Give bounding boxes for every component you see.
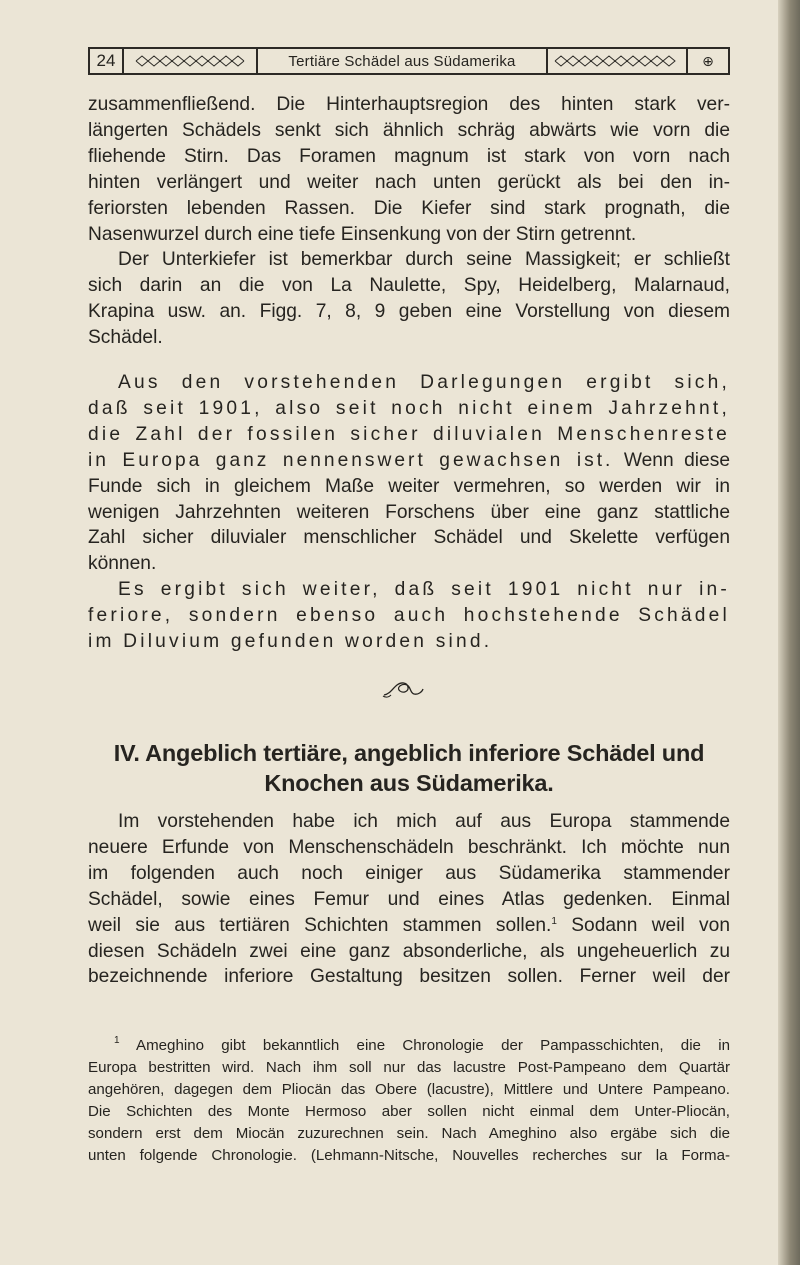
spaced-text-line: im Diluvium gefunden worden sind. — [88, 631, 493, 653]
plain-text: weil sie aus tertiären Schichten stammen sollen. — [88, 914, 552, 936]
spaced-text-line: Aus den vorstehenden Darlegungen ergibt sich, — [118, 372, 730, 393]
text-line: bezeichnende inferiore Gestaltung besitzen sollen. Ferner weil der — [88, 966, 730, 988]
body-text — [88, 92, 730, 351]
text-line: können. — [88, 553, 157, 575]
heading-line: Knochen aus Südamerika. — [264, 770, 554, 796]
text-line: sich darin an die von La Naulette, Spy, Heidelberg, Malarnaud, — [88, 275, 730, 297]
text-line — [88, 913, 730, 939]
footnote-line: sondern erst dem Miocän zuzurechnen sein. Nach Ameghino also ergäbe sich die — [88, 1124, 730, 1142]
text-line: diesen Schädeln zwei eine ganz absonderliche, als ungeheuerlich zu — [88, 940, 730, 962]
header-mark-symbol: ⊕ — [702, 52, 714, 69]
footnote-reference: 1 — [551, 915, 557, 927]
text-line: Schädel, sowie eines Femur und eines Atlas gedenken. Einmal — [88, 888, 730, 910]
footnote-line: angehören, dagegen dem Pliocän das Obere (lacustre), Mittlere und Untere Pampeano. — [88, 1080, 730, 1098]
plain-text: Wenn diese — [613, 449, 730, 471]
header-ornament-right — [548, 49, 688, 73]
fleuron-ornament — [380, 678, 426, 700]
plain-text: Ameghino gibt bekanntlich eine Chronologie der Pampasschichten, die in — [119, 1037, 730, 1054]
text-line: neuere Erfunde von Menschenschädeln beschränkt. Ich möchte nun — [88, 836, 730, 858]
footnote — [88, 1035, 730, 1166]
text-line: im folgenden auch noch einiger aus Südamerika stammender — [88, 862, 730, 884]
heading-line: IV. Angeblich tertiäre, angeblich inferiore Schädel und — [113, 740, 705, 766]
ornament-icon — [134, 55, 246, 67]
spaced-text: in Europa ganz nennenswert gewachsen ist. — [88, 449, 614, 471]
footnote-line: Europa bestritten wird. Nach ihm soll nur das lacustre Post-Pampeano dem Quartär — [88, 1058, 730, 1076]
text-line: Der Unterkiefer ist bemerkbar durch seine Massigkeit; er schließt — [118, 249, 730, 271]
page-edge-shadow — [778, 0, 800, 1265]
text-line: Nasenwurzel durch eine tiefe Einsenkung von der Stirn getrennt. — [88, 223, 637, 245]
header-ornament-left — [124, 49, 258, 73]
spaced-text-line: feriore, sondern ebenso auch hochstehende Schädel — [88, 605, 730, 627]
text-line: hinten verlängert und weiter nach unten gerückt als bei den in- — [88, 171, 730, 193]
text-line: Zahl sicher diluvialer menschlicher Schädel und Skelette verfügen — [88, 527, 730, 549]
plain-text: Sodann weil von — [556, 914, 730, 936]
text-line: fliehende Stirn. Das Foramen magnum ist stark von vorn nach — [88, 145, 730, 167]
text-line: Krapina usw. an. Figg. 7, 8, 9 geben eine Vorstellung von diesem — [88, 301, 730, 323]
text-line: zusammenfließend. Die Hinterhauptsregion des hinten stark ver- — [88, 94, 730, 115]
page-number: 24 — [90, 49, 124, 73]
section-heading — [88, 738, 730, 798]
spaced-text-line: Es ergibt sich weiter, daß seit 1901 nicht nur in- — [118, 579, 730, 601]
text-line: wenigen Jahrzehnten weiteren Forschens über eine ganz stattliche — [88, 501, 730, 523]
body-text-spaced — [88, 370, 730, 655]
text-line: längerten Schädels senkt sich ähnlich schräg abwärts wie vorn die — [88, 119, 730, 141]
text-line: Funde sich in gleichem Maße weiter vermehren, so werden wir in — [88, 475, 730, 497]
text-line: feriorsten lebenden Rassen. Die Kiefer sind stark prognath, die — [88, 197, 730, 219]
spaced-text-line: daß seit 1901, also seit noch nicht einem Jahrzehnt, — [88, 397, 730, 419]
footnote-line: Die Schichten des Monte Hermoso aber sollen nicht einmal dem Unter-Pliocän, — [88, 1102, 730, 1120]
body-text-section — [88, 809, 730, 990]
footnote-marker: 1 — [114, 1035, 120, 1046]
spaced-text-line: die Zahl der fossilen sicher diluvialen Menschenreste — [88, 423, 730, 445]
text-line — [88, 448, 730, 474]
footnote-line — [88, 1035, 730, 1057]
running-title: Tertiäre Schädel aus Südamerika — [258, 49, 548, 73]
text-line: Im vorstehenden habe ich mich auf aus Europa stammende — [118, 811, 730, 832]
ornament-icon — [553, 55, 681, 67]
text-line: Schädel. — [88, 327, 163, 349]
footnote-line: unten folgende Chronologie. (Lehmann-Nitsche, Nouvelles recherches sur la Forma- — [88, 1146, 730, 1164]
running-header — [88, 47, 730, 75]
